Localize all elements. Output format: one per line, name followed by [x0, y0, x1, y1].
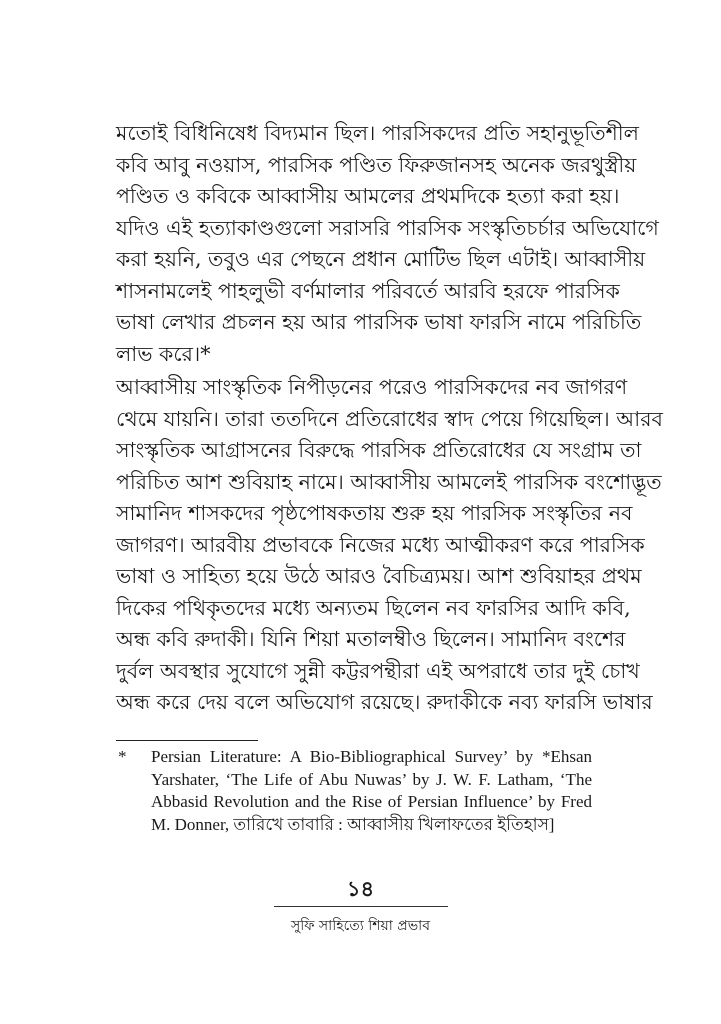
- text-line: পরিচিত আশ শুবিয়াহ নামে। আব্বাসীয় আমলেই পারসিক বংশোদ্ভূত: [116, 469, 662, 494]
- text-line: সামানিদ শাসকদের পৃষ্ঠপোষকতায় শুরু হয় পারসিক সংস্কৃতির নব: [116, 501, 633, 525]
- text-line: অন্ধ করে দেয় বলে অভিযোগ রয়েছে। রুদাকীকে নব্য ফারসি ভাষার: [116, 690, 653, 714]
- text-line: দিকের পথিকৃতদের মধ্যে অন্যতম ছিলেন নব ফারসির আদি কবি,: [116, 595, 631, 620]
- text-line: কবি আবু নওয়াস, পারসিক পণ্ডিত ফিরুজানসহ অনেক জরথুস্ত্রীয়: [116, 152, 637, 177]
- text-line: ভাষা লেখার প্রচলন হয় আর পারসিক ভাষা ফারসি নামে পরিচিতি: [116, 310, 642, 334]
- page-number: ১৪: [346, 877, 375, 901]
- text-line: পণ্ডিত ও কবিকে আব্বাসীয় আমলের প্রথমদিকে হত্যা করা হয়।: [116, 184, 620, 208]
- footnote-line: M. Donner, তারিখে তাবারি : আব্বাসীয় খিলাফতের ইতিহাস]: [151, 814, 555, 834]
- running-title-divider: [274, 906, 448, 907]
- text-line: ভাষা ও সাহিত্য হয়ে উঠে আরও বৈচিত্র্যময়। আশ শুবিয়াহর প্রথম: [116, 564, 642, 588]
- text-line: সাংস্কৃতিক আগ্রাসনের বিরুদ্ধে পারসিক প্রতিরোধের যে সংগ্রাম তা: [116, 438, 642, 462]
- footnote-marker: *: [118, 747, 127, 766]
- text-line: যদিও এই হত্যাকাণ্ডগুলো সরাসরি পারসিক সংস্কৃতিচর্চার অভিযোগে: [116, 215, 659, 240]
- text-line: করা হয়নি, তবুও এর পেছনে প্রধান মোটিভ ছিল এটাই। আব্বাসীয়: [116, 247, 646, 271]
- text-line: মতোই বিধিনিষেধ বিদ্যমান ছিল। পারসিকদের প্রতি সহানুভূতিশীল: [116, 121, 639, 145]
- text-line: জাগরণ। আরবীয় প্রভাবকে নিজের মধ্যে আত্মীকরণ করে পারসিক: [116, 532, 645, 557]
- footnote-text: [151, 746, 592, 836]
- body-paragraph-2: [116, 372, 663, 719]
- text-line: থেমে যায়নি। তারা ততদিনে প্রতিরোধের স্বাদ পেয়ে গিয়েছিল। আরব: [116, 406, 663, 431]
- text-line: লাভ করে।*: [116, 341, 211, 366]
- footnote: [116, 746, 592, 836]
- text-line: শাসনামলেই পাহলুভী বর্ণমালার পরিবর্তে আরবি হরফে পারসিক: [116, 278, 620, 303]
- text-line: অন্ধ কবি রুদাকী। যিনি শিয়া মতালম্বীও ছিলেন। সামানিদ বংশের: [116, 627, 626, 651]
- text-line: আব্বাসীয় সাংস্কৃতিক নিপীড়নের পরেও পারসিকদের নব জাগরণ: [116, 375, 628, 399]
- text-line: দুর্বল অবস্থার সুযোগে সুন্নী কট্টরপন্থীরা এই অপরাধে তার দুই চোখ: [116, 658, 640, 683]
- footnote-line: Yarshater, ‘The Life of Abu Nuwas’ by J. W. F. Latham, ‘The: [151, 769, 592, 789]
- footnote-line: Persian Literature: A Bio-Bibliographical Survey’ by *Ehsan: [151, 747, 592, 766]
- running-title: সুফি সাহিত্যে শিয়া প্রভাব: [290, 918, 431, 934]
- body-paragraph-1: [116, 118, 659, 370]
- footnote-line: Abbasid Revolution and the Rise of Persian Influence’ by Fred: [151, 792, 592, 811]
- footnote-divider: [116, 740, 258, 741]
